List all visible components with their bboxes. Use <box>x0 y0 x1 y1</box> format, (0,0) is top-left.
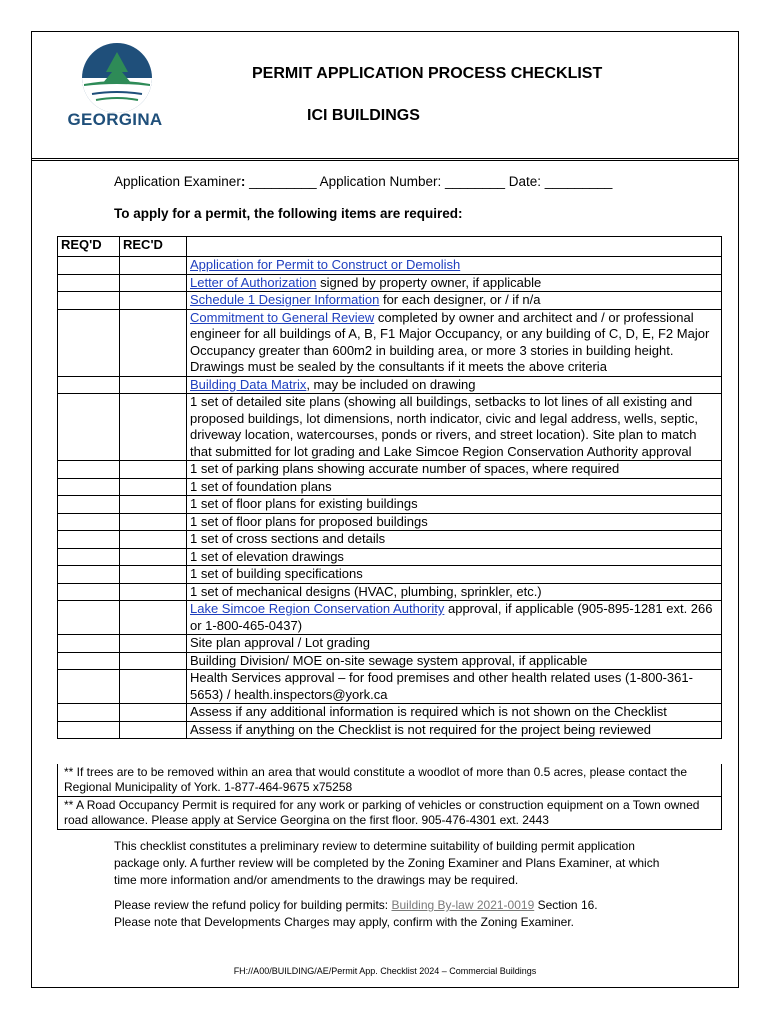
table-row <box>58 496 722 514</box>
table-row <box>58 394 722 461</box>
page-title: PERMIT APPLICATION PROCESS CHECKLIST <box>252 65 603 82</box>
table-row <box>58 721 722 739</box>
requirement-item <box>187 548 722 566</box>
requirements-table <box>57 236 722 739</box>
recd-checkbox-cell[interactable] <box>120 257 187 275</box>
requirement-text: 1 set of floor plans for existing buildings <box>190 496 418 511</box>
header <box>32 32 738 161</box>
requirement-item <box>187 652 722 670</box>
table-row <box>58 583 722 601</box>
reqd-checkbox-cell[interactable] <box>58 721 120 739</box>
requirement-item <box>187 670 722 704</box>
disclaimer-paragraph: This checklist constitutes a preliminary review to determine suitability of building permit application package only. A further review will be completed by the Zoning Examiner and Plans Examiner, at which time more information and/or amendments to the drawings may be required. <box>114 839 660 887</box>
table-header-row <box>58 237 722 257</box>
requirement-item <box>187 478 722 496</box>
table-row <box>58 257 722 275</box>
table-row <box>58 548 722 566</box>
recd-checkbox-cell[interactable] <box>120 309 187 376</box>
reqd-checkbox-cell[interactable] <box>58 566 120 584</box>
requirement-text: approval, if applicable (905-895-1281 ext. 266 or 1-800-465-0437) <box>190 601 713 633</box>
table-row <box>58 309 722 376</box>
requirement-text: 1 set of parking plans showing accurate number of spaces, where required <box>190 461 620 476</box>
examiner-fields: _________ Application Number: ________ Date: _________ <box>245 174 613 189</box>
recd-checkbox-cell[interactable] <box>120 721 187 739</box>
reqd-checkbox-cell[interactable] <box>58 704 120 722</box>
requirement-text: Building Division/ MOE on-site sewage system approval, if applicable <box>190 652 588 668</box>
requirement-link[interactable]: Letter of Authorization <box>190 274 317 290</box>
requirement-item <box>187 394 722 461</box>
reqd-checkbox-cell[interactable] <box>58 478 120 496</box>
reqd-checkbox-cell[interactable] <box>58 274 120 292</box>
requirement-text: Assess if anything on the Checklist is not required for the project being reviewed <box>190 721 652 737</box>
requirement-item <box>187 721 722 739</box>
requirement-item <box>187 566 722 584</box>
requirement-text: 1 set of elevation drawings <box>190 548 344 564</box>
refund-line <box>114 897 674 914</box>
recd-checkbox-cell[interactable] <box>120 478 187 496</box>
recd-checkbox-cell[interactable] <box>120 461 187 479</box>
recd-checkbox-cell[interactable] <box>120 394 187 461</box>
reqd-checkbox-cell[interactable] <box>58 652 120 670</box>
requirement-text: 1 set of floor plans for proposed buildings <box>190 513 428 529</box>
page-subtitle: ICI BUILDINGS <box>307 107 420 124</box>
footer-path: FH://A00/BUILDING/AE/Permit App. Checklist 2024 – Commercial Buildings <box>233 966 537 976</box>
examiner-label: Application Examiner <box>114 174 241 189</box>
requirement-item <box>187 461 722 479</box>
reqd-checkbox-cell[interactable] <box>58 376 120 394</box>
reqd-checkbox-cell[interactable] <box>58 394 120 461</box>
recd-checkbox-cell[interactable] <box>120 513 187 531</box>
col-recd: REC'D <box>120 237 187 257</box>
requirement-text: 1 set of mechanical designs (HVAC, plumbing, sprinkler, etc.) <box>190 583 542 599</box>
requirement-text: , may be included on drawing <box>306 376 476 392</box>
table-row <box>58 670 722 704</box>
refund-paragraph <box>114 897 674 931</box>
requirement-item <box>187 635 722 653</box>
reqd-checkbox-cell[interactable] <box>58 601 120 635</box>
table-row <box>58 652 722 670</box>
requirement-item <box>187 583 722 601</box>
development-charges-line: Please note that Developments Charges may apply, confirm with the Zoning Examiner. <box>114 915 575 929</box>
requirement-item <box>187 531 722 549</box>
table-row <box>58 461 722 479</box>
reqd-checkbox-cell[interactable] <box>58 461 120 479</box>
requirement-item <box>187 601 722 635</box>
reqd-checkbox-cell[interactable] <box>58 583 120 601</box>
requirement-text: Assess if any additional information is required which is not shown on the Checklist <box>190 704 667 719</box>
requirement-item <box>187 257 722 275</box>
note-road-occupancy: ** A Road Occupancy Permit is required for any work or parking of vehicles or construction equipment on a Town owned road allowance. Please apply at Service Georgina on the first floor. 905-476-4301 ext. 2443 <box>57 797 722 830</box>
recd-checkbox-cell[interactable] <box>120 376 187 394</box>
requirement-item <box>187 513 722 531</box>
requirement-text: 1 set of cross sections and details <box>190 531 386 546</box>
requirement-link[interactable]: Building Data Matrix <box>190 376 307 392</box>
requirement-link[interactable]: Commitment to General Review <box>190 309 375 325</box>
requirement-item <box>187 292 722 310</box>
recd-checkbox-cell[interactable] <box>120 548 187 566</box>
table-row <box>58 566 722 584</box>
requirement-text: completed by owner and architect and / or professional engineer for all buildings of A, B, F1 Major Occupancy, or any building of C, D, E, F2 Major Occupancy greater than 600m2 in building area, or more 3 stories in building height. Drawings must be sealed by the consultants if it meets the above criteria <box>190 309 710 374</box>
requirement-link[interactable]: Schedule 1 Designer Information <box>190 292 380 307</box>
notes-box <box>57 764 722 830</box>
bylaw-link[interactable]: Building By-law 2021-0019 <box>391 898 535 912</box>
col-reqd: REQ'D <box>58 237 120 257</box>
requirement-link[interactable]: Application for Permit to Construct or Demolish <box>190 257 461 272</box>
requirement-text: Site plan approval / Lot grading <box>190 635 370 650</box>
apply-heading: To apply for a permit, the following items are required: <box>114 206 463 221</box>
table-row <box>58 635 722 653</box>
recd-checkbox-cell[interactable] <box>120 635 187 653</box>
reqd-checkbox-cell[interactable] <box>58 670 120 704</box>
table-row <box>58 274 722 292</box>
reqd-checkbox-cell[interactable] <box>58 635 120 653</box>
table-row <box>58 531 722 549</box>
document-frame <box>31 31 739 988</box>
requirement-item <box>187 376 722 394</box>
requirement-link[interactable]: Lake Simcoe Region Conservation Authority <box>190 601 445 616</box>
reqd-checkbox-cell[interactable] <box>58 496 120 514</box>
reqd-checkbox-cell[interactable] <box>58 292 120 310</box>
requirement-text: 1 set of foundation plans <box>190 478 332 494</box>
examiner-colon: : <box>240 174 246 189</box>
requirements-body <box>58 257 722 739</box>
recd-checkbox-cell[interactable] <box>120 292 187 310</box>
requirement-text: for each designer, or / if n/a <box>379 292 541 307</box>
note-trees: ** If trees are to be removed within an area that would constitute a woodlot of more than 0.5 acres, please contact the Regional Municipality of York. 1-877-464-9675 x75258 <box>57 764 722 797</box>
col-item <box>187 237 722 257</box>
recd-checkbox-cell[interactable] <box>120 652 187 670</box>
recd-checkbox-cell[interactable] <box>120 531 187 549</box>
requirement-text: 1 set of building specifications <box>190 566 363 581</box>
reqd-checkbox-cell[interactable] <box>58 548 120 566</box>
table-row <box>58 704 722 722</box>
refund-prefix: Please review the refund policy for building permits: <box>114 898 392 912</box>
recd-checkbox-cell[interactable] <box>120 496 187 514</box>
recd-checkbox-cell[interactable] <box>120 704 187 722</box>
recd-checkbox-cell[interactable] <box>120 274 187 292</box>
recd-checkbox-cell[interactable] <box>120 566 187 584</box>
recd-checkbox-cell[interactable] <box>120 670 187 704</box>
table-row <box>58 513 722 531</box>
recd-checkbox-cell[interactable] <box>120 583 187 601</box>
requirement-item <box>187 704 722 722</box>
requirement-item <box>187 309 722 376</box>
requirement-item <box>187 496 722 514</box>
table-row <box>58 376 722 394</box>
requirement-text: Health Services approval – for food premises and other health related uses (1-800-361-5653) / health.inspectors@york.ca <box>190 670 693 702</box>
requirement-text: signed by property owner, if applicable <box>316 274 542 290</box>
requirement-item <box>187 274 722 292</box>
reqd-checkbox-cell[interactable] <box>58 257 120 275</box>
table-row <box>58 478 722 496</box>
recd-checkbox-cell[interactable] <box>120 601 187 635</box>
refund-suffix: Section 16. <box>534 898 598 912</box>
reqd-checkbox-cell[interactable] <box>58 513 120 531</box>
reqd-checkbox-cell[interactable] <box>58 309 120 376</box>
reqd-checkbox-cell[interactable] <box>58 531 120 549</box>
requirement-text: 1 set of detailed site plans (showing all buildings, setbacks to lot lines of all existing and proposed buildings, lot dimensions, north indicator, civic and legal address, wells, septic, driveway location, watercourses, ponds or rivers, and street location). Site plan to match that submitted for lot grading and Lake Simcoe Region Conservation Authority approval <box>190 394 698 459</box>
logo-wordmark: GEORGINA <box>67 110 163 129</box>
table-row <box>58 601 722 635</box>
examiner-line <box>114 174 612 189</box>
table-row <box>58 292 722 310</box>
